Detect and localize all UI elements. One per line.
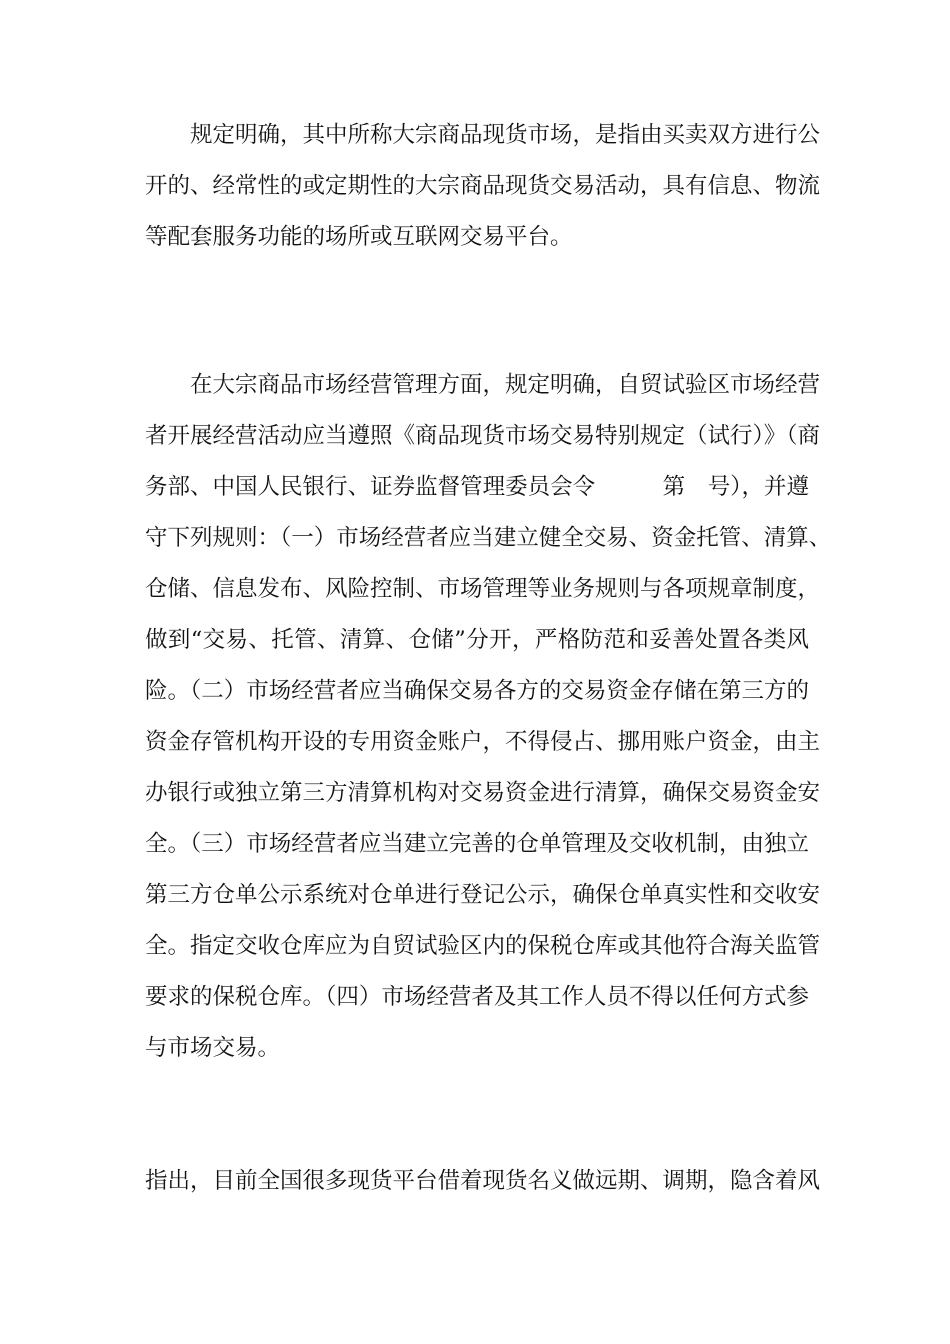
paragraph-line: 险。（二）市场经营者应当确保交易各方的交易资金存储在第三方的	[145, 678, 809, 704]
paragraph-line: 做到“交易、托管、清算、仓储”分开，严格防范和妥善处置各类风	[145, 627, 809, 653]
paragraph-line: 守下列规则：（一）市场经营者应当建立健全交易、资金托管、清算、	[145, 525, 832, 551]
paragraph-line: 在大宗商品市场经营管理方面，规定明确，自贸试验区市场经营	[190, 372, 821, 398]
paragraph-3	[145, 1156, 821, 1207]
paragraph-line: 全。指定交收仓库应为自贸试验区内的保税仓库或其他符合海关监管	[145, 933, 821, 959]
paragraph-line: 办银行或独立第三方清算机构对交易资金进行清算，确保交易资金安	[145, 780, 821, 806]
paragraph-1	[145, 110, 821, 263]
paragraph-line: 务部、中国人民银行、证券监督管理委员会令 第 号），并遵	[145, 474, 809, 500]
paragraph-line: 者开展经营活动应当遵照《商品现货市场交易特别规定（试行）》（商	[145, 423, 821, 449]
paragraph-line: 仓储、信息发布、风险控制、市场管理等业务规则与各项规章制度，	[145, 576, 821, 602]
paragraph-line: 第三方仓单公示系统对仓单进行登记公示，确保仓单真实性和交收安	[145, 882, 821, 908]
paragraph-line: 与市场交易。	[145, 1035, 281, 1061]
paragraph-line: 规定明确，其中所称大宗商品现货市场，是指由买卖双方进行公	[190, 122, 821, 148]
paragraph-line: 资金存管机构开设的专用资金账户，不得侵占、挪用账户资金，由主	[145, 729, 821, 755]
paragraph-line: 要求的保税仓库。（四）市场经营者及其工作人员不得以任何方式参	[145, 984, 809, 1010]
paragraph-line: 等配套服务功能的场所或互联网交易平台。	[145, 224, 573, 250]
paragraph-2	[145, 360, 832, 1074]
paragraph-line: 开的、经常性的或定期性的大宗商品现货交易活动，具有信息、物流	[145, 173, 821, 199]
paragraph-line: 指出，目前全国很多现货平台借着现货名义做远期、调期，隐含着风	[145, 1168, 821, 1194]
paragraph-line: 全。（三）市场经营者应当建立完善的仓单管理及交收机制，由独立	[145, 831, 809, 857]
